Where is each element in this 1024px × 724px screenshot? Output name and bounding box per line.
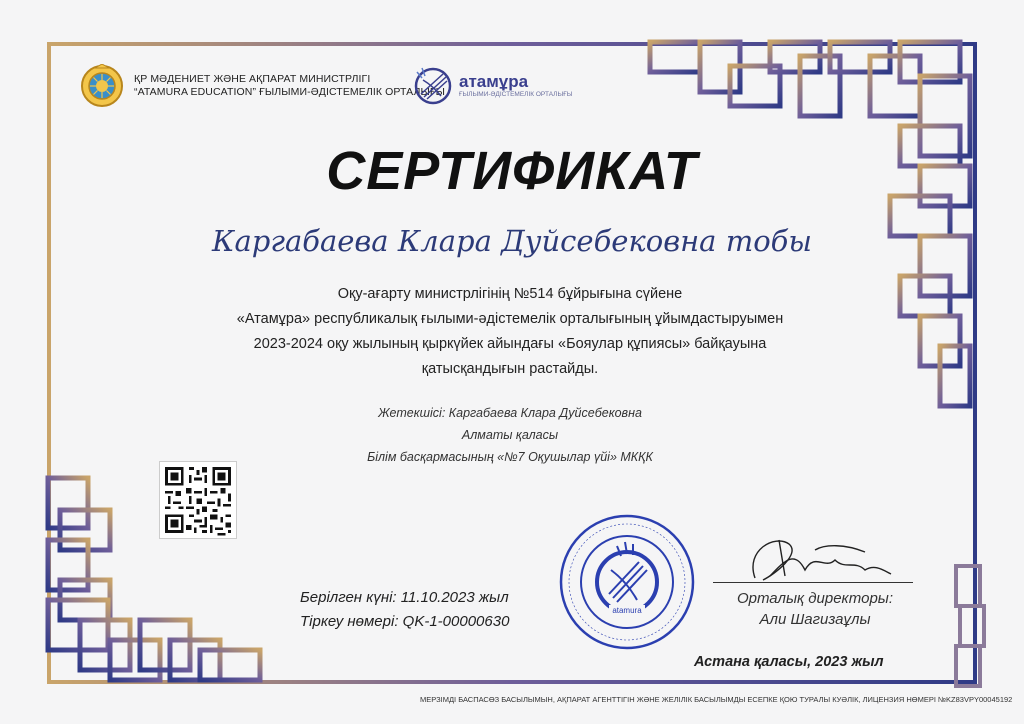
school-line: Білім басқармасының «№7 Оқушылар үйі» МКҚК <box>367 450 653 464</box>
recipient-name: Каргабаева Клара Дуйсебековна тобы <box>212 224 812 258</box>
logo-subtitle: ҒЫЛЫМИ-ӘДІСТЕМЕЛІК ОРТАЛЫҒЫ <box>459 91 573 98</box>
atamura-logo <box>413 66 572 106</box>
qr-code[interactable] <box>159 461 237 539</box>
organization-text <box>134 73 445 99</box>
atamura-logo-icon <box>413 66 453 106</box>
place-year: Астана қаласы, 2023 жыл <box>694 654 884 670</box>
logo-name: атамұра <box>459 72 529 91</box>
certificate-body <box>150 282 870 382</box>
director-title: Орталық директоры: <box>736 590 894 607</box>
stamp-center-text: atamura <box>612 606 642 615</box>
director-signature <box>715 530 915 590</box>
city-line: Алматы қаласы <box>461 428 559 442</box>
supervisor-line: Жетекшісі: Каргабаева Клара Дуйсебековна <box>378 406 642 420</box>
official-stamp <box>557 512 697 652</box>
ministry-name: ҚР МӘДЕНИЕТ ЖӘНЕ АҚПАРАТ МИНИСТРЛІГІ <box>134 73 371 85</box>
body-line: 2023-2024 оқу жылының қыркүйек айындағы «Бояулар құпиясы» байқауына <box>253 336 767 352</box>
signature-line <box>713 582 913 583</box>
license-footer: МЕРЗІМДІ БАСПАСӨЗ БАСЫЛЫМЫН, АҚПАРАТ АГЕНТТІГІН ЖӘНЕ ЖЕЛІЛІК БАСЫЛЫМДЫ ЕСЕПКЕ ҚОЮ ТУРАЛЫ КУӘЛІК, ЛИЦЕНЗИЯ НӨМЕРІ №KZ83VPY00045192 <box>420 695 1013 704</box>
body-line: Оқу-ағарту министрлігінің №514 бұйрығына сүйене <box>337 286 683 302</box>
participant-info <box>270 402 750 468</box>
director-block <box>710 588 920 630</box>
issue-date: Берілген күні: 11.10.2023 жыл <box>300 589 509 606</box>
organization-header <box>80 64 445 108</box>
certificate-title: СЕРТИФИКАТ <box>326 141 698 201</box>
bottom-right-ornament <box>950 560 990 695</box>
issue-info <box>300 586 509 634</box>
body-line: «Атамұра» республикалық ғылыми-әдістемелік орталығының ұйымдастыруымен <box>236 311 784 327</box>
director-name: Али Шагизаұлы <box>759 611 871 628</box>
center-name: “ATAMURA EDUCATION” ҒЫЛЫМИ-ӘДІСТЕМЕЛІК ОРТАЛЫҒЫ <box>134 86 446 98</box>
registration-number: Тіркеу нөмері: QK-1-00000630 <box>300 613 510 630</box>
state-emblem-icon <box>80 64 124 108</box>
body-line: қатысқандығын растайды. <box>421 361 599 377</box>
